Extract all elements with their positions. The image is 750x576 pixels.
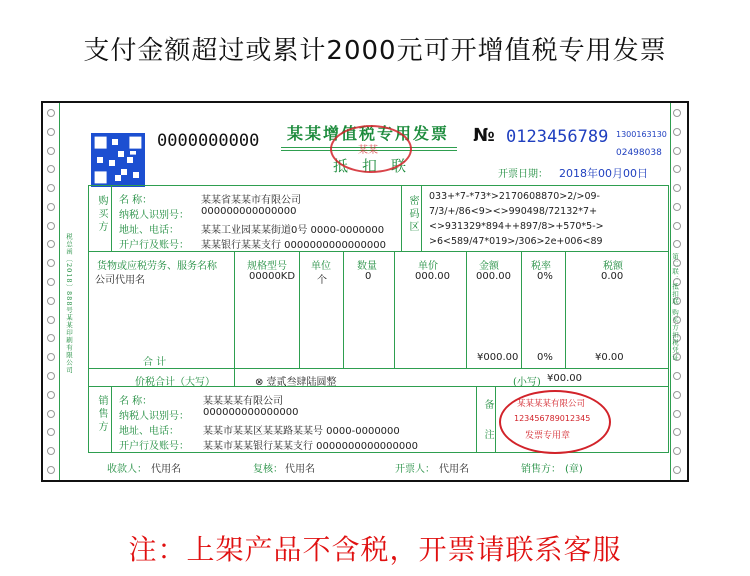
buyer-address-label: 地址、电话：: [119, 225, 179, 236]
total-rate: 0%: [537, 352, 553, 363]
reviewer-value: 代用名: [285, 464, 315, 475]
buyer-name: 某某省某某市有限公司: [201, 195, 301, 206]
buyer-tax-id-label: 纳税人识别号：: [119, 210, 189, 221]
buyer-address: 某某工业园某某街道0号 0000-0000000: [201, 225, 385, 236]
item-spec: 00000KD: [249, 271, 296, 282]
buyer-name-label: 名 称：: [119, 195, 153, 206]
col-header-spec: 规格型号: [247, 261, 287, 272]
col-header-tax: 税额: [603, 261, 623, 272]
payee-label: 收款人：: [107, 464, 147, 475]
col-header-name: 货物或应税劳务、服务名称: [97, 261, 217, 272]
seller-address-label: 地址、电话：: [119, 426, 179, 437]
remark-label: 备注: [482, 399, 493, 459]
seller-address: 某某市某某区某某路某某号 0000-0000000: [203, 426, 400, 437]
page-title: 支付金额超过或累计2000元可开增值税专用发票: [83, 36, 667, 66]
total-amount: ¥000.00: [477, 352, 519, 363]
price-tax-label: 价税合计（大写）: [135, 377, 215, 388]
qr-code-icon: [91, 133, 145, 187]
buyer-bank: 某某银行某某支行 0000000000000000: [201, 240, 386, 251]
item-price: 000.00: [415, 271, 450, 282]
col-header-amount: 金额: [479, 261, 499, 272]
col-header-qty: 数量: [357, 261, 377, 272]
official-stamp: 某某: [330, 125, 412, 173]
invoice-code-right-1: 1300163130: [616, 130, 667, 139]
cipher-line: 033+*7-*73*>2170608870>2/>09-: [429, 191, 600, 202]
invoice-image: [41, 101, 689, 482]
item-tax: 0.00: [601, 271, 624, 282]
date-label: 开票日期：: [498, 169, 548, 180]
price-tax-small-label: (小写): [513, 377, 541, 388]
invoice-code: 0000000000: [157, 131, 260, 151]
item-unit: 个: [317, 275, 327, 286]
col-header-unit: 单位: [311, 261, 331, 272]
number-symbol: №: [473, 125, 495, 146]
side-left-text: 税总函〔2018〕888号某某印刷有限公司: [65, 233, 73, 374]
seller-tax-id: 000000000000000: [203, 407, 299, 418]
seller-sign-label: 销售方：: [521, 464, 561, 475]
col-header-price: 单价: [418, 261, 438, 272]
price-tax-value: ⊗ 壹贰叁肆陆圆整: [255, 377, 337, 388]
perforation-left: [47, 109, 57, 474]
seller-bank-label: 开户行及账号：: [119, 441, 189, 452]
side-right-text: 第二联：抵扣联 购买方扣税凭证: [671, 253, 679, 362]
item-amount: 000.00: [476, 271, 511, 282]
item-name: 公司代用名: [95, 275, 145, 286]
seller-section-label: 销售方: [96, 395, 107, 434]
invoice-title: 某某增值税专用发票: [287, 124, 450, 143]
cipher-line: <>931329*894++897/8>+570*5->: [429, 221, 604, 232]
cipher-line: 7/3/+/86<9><>990498/72132*7+: [429, 206, 598, 217]
invoice-subtitle: 抵扣联: [333, 157, 421, 175]
item-rate: 0%: [537, 271, 553, 282]
total-label: 合 计: [143, 357, 167, 368]
seller-sign-value: (章): [565, 464, 583, 475]
price-tax-small-value: ¥00.00: [547, 373, 582, 384]
cipher-label: 密码区: [407, 195, 418, 234]
payee-value: 代用名: [151, 464, 181, 475]
footer-note: 注：上架产品不含税，开票请联系客服: [128, 533, 622, 566]
seller-bank: 某某市某某银行某某支行 0000000000000000: [203, 441, 418, 452]
drawer-value: 代用名: [439, 464, 469, 475]
item-qty: 0: [365, 271, 372, 282]
buyer-section-label: 购买方: [96, 195, 107, 234]
date-value: 2018年00月00日: [559, 167, 648, 180]
col-header-rate: 税率: [531, 261, 551, 272]
cipher-line: >6<589/47*019>/306>2e+006<89: [429, 236, 603, 247]
seller-tax-id-label: 纳税人识别号：: [119, 411, 189, 422]
seller-name-label: 名 称：: [119, 396, 153, 407]
buyer-bank-label: 开户行及账号：: [119, 240, 189, 251]
buyer-tax-id: 000000000000000: [201, 206, 297, 217]
reviewer-label: 复核：: [253, 464, 283, 475]
seller-name: 某某某某有限公司: [203, 396, 283, 407]
drawer-label: 开票人：: [395, 464, 435, 475]
total-tax: ¥0.00: [595, 352, 624, 363]
invoice-number: 0123456789: [506, 127, 609, 147]
seller-stamp: 某某某某有限公司 123456789012345 发票专用章: [499, 390, 611, 454]
invoice-code-right-2: 02498038: [616, 148, 662, 158]
